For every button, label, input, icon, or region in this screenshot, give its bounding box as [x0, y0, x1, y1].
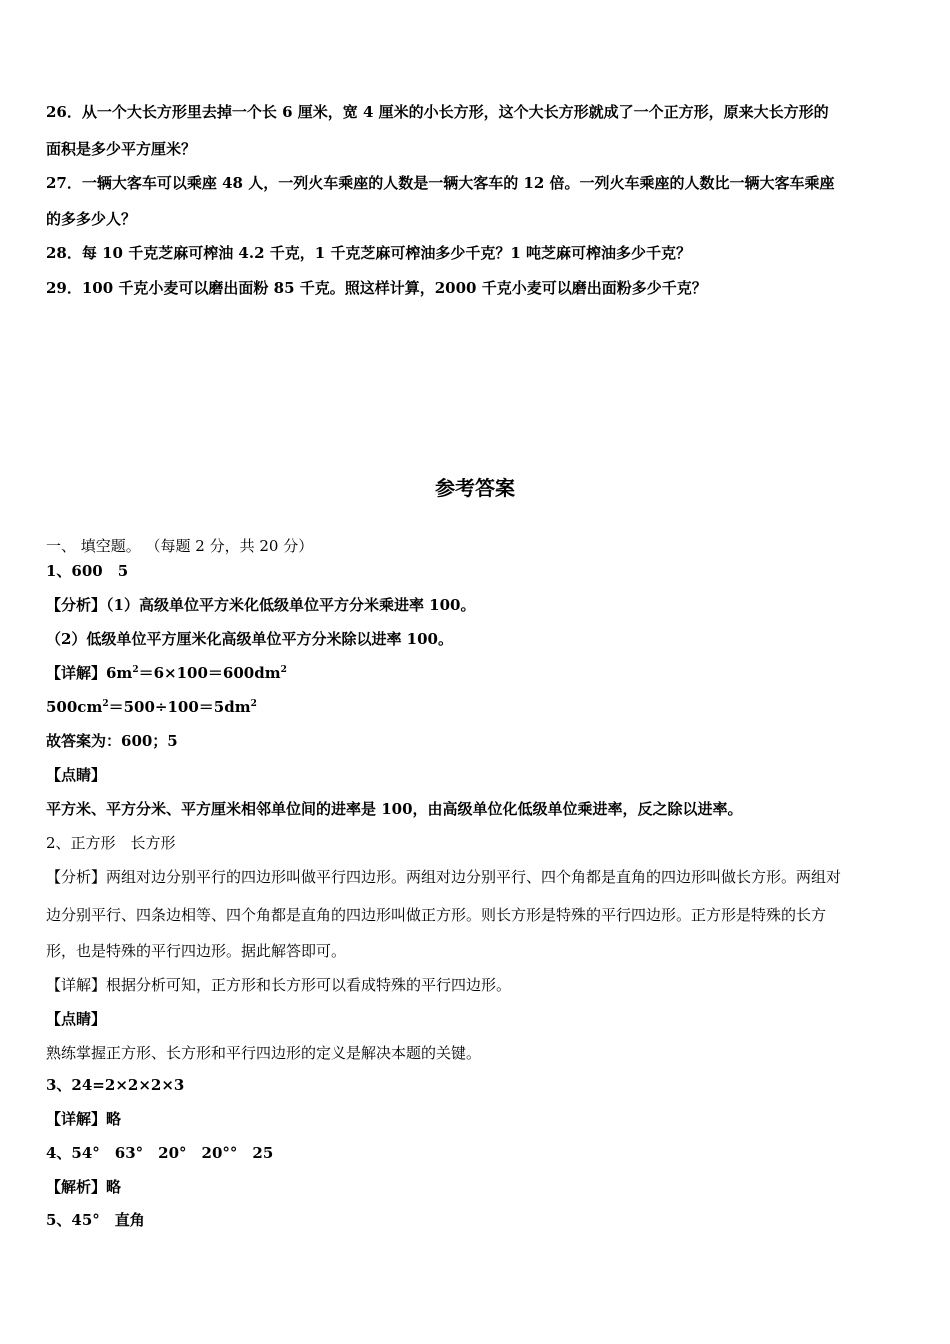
superscript-2: 2 — [102, 699, 109, 709]
question-27-line-1: 27．一辆大客车可以乘座 48 人，一列火车乘座的人数是一辆大客车的 12 倍。一列火车乘座的人数比一辆大客车乘座 — [46, 174, 835, 192]
answer-title: 参考答案 — [435, 476, 515, 500]
answer-1-analysis-2: （2）低级单位平方厘米化高级单位平方分米除以进率 100。 — [46, 630, 453, 648]
answer-1-analysis-1: 【分析】（1）高级单位平方米化低级单位平方分米乘进率 100。 — [46, 596, 476, 614]
answer-4-detail: 【解析】略 — [46, 1178, 122, 1196]
answer-2-analysis-2: 边分别平行、四条边相等、四个角都是直角的四边形叫做正方形。则长方形是特殊的平行四边形。正方形是特殊的长方 — [46, 906, 827, 924]
question-27-line-2: 的多多少人？ — [46, 210, 137, 228]
answer-2-analysis-3: 形，也是特殊的平行四边形。据此解答即可。 — [46, 942, 347, 960]
answer-1-note: 平方米、平方分米、平方厘米相邻单位间的进率是 100，由高级单位化低级单位乘进率，反之除以进率。 — [46, 800, 743, 818]
superscript-2: 2 — [280, 665, 287, 675]
answer-2-head: 2、正方形 长方形 — [46, 834, 176, 852]
answer-1-note-label: 【点睛】 — [46, 766, 107, 784]
answer-3-head: 3、24=2×2×2×3 — [46, 1076, 185, 1094]
answer-1-detail-part-a: 【详解】6m — [46, 664, 133, 682]
answer-2-note-label: 【点睛】 — [46, 1010, 107, 1028]
question-29: 29．100 千克小麦可以磨出面粉 85 千克。照这样计算，2000 千克小麦可以磨出面粉多少千克？ — [46, 279, 707, 297]
question-26-line-2: 面积是多少平方厘米？ — [46, 140, 197, 158]
answer-1-calc — [46, 697, 257, 717]
answer-2-analysis-1: 【分析】两组对边分别平行的四边形叫做平行四边形。两组对边分别平行、四个角都是直角的四边形叫做长方形。两组对 — [46, 868, 842, 886]
answer-1-head: 1、600 5 — [46, 562, 129, 580]
question-26-line-1: 26．从一个大长方形里去掉一个长 6 厘米，宽 4 厘米的小长方形，这个大长方形就成了一个正方形，原来大长方形的 — [46, 103, 829, 121]
answer-1-calc-part-a: 500cm — [46, 698, 103, 716]
answer-2-note: 熟练掌握正方形、长方形和平行四边形的定义是解决本题的关键。 — [46, 1044, 482, 1062]
answer-1-result: 故答案为：600；5 — [46, 732, 178, 750]
section-header: 一、 填空题。 （每题 2 分，共 20 分） — [46, 537, 314, 555]
answer-1-calc-part-b: ＝500÷100＝5dm — [108, 698, 251, 716]
superscript-2: 2 — [132, 665, 139, 675]
superscript-2: 2 — [250, 699, 257, 709]
answer-1-detail-part-b: ＝6×100＝600dm — [138, 664, 281, 682]
answer-1-detail — [46, 663, 287, 683]
answer-3-detail: 【详解】略 — [46, 1110, 122, 1128]
answer-4-head: 4、54° 63° 20° 20°° 25 — [46, 1144, 274, 1162]
answer-2-detail: 【详解】根据分析可知，正方形和长方形可以看成特殊的平行四边形。 — [46, 976, 512, 994]
question-28: 28．每 10 千克芝麻可榨油 4.2 千克，1 千克芝麻可榨油多少千克？1 吨芝麻可榨油多少千克？ — [46, 244, 692, 262]
answer-5-head: 5、45° 直角 — [46, 1211, 145, 1229]
